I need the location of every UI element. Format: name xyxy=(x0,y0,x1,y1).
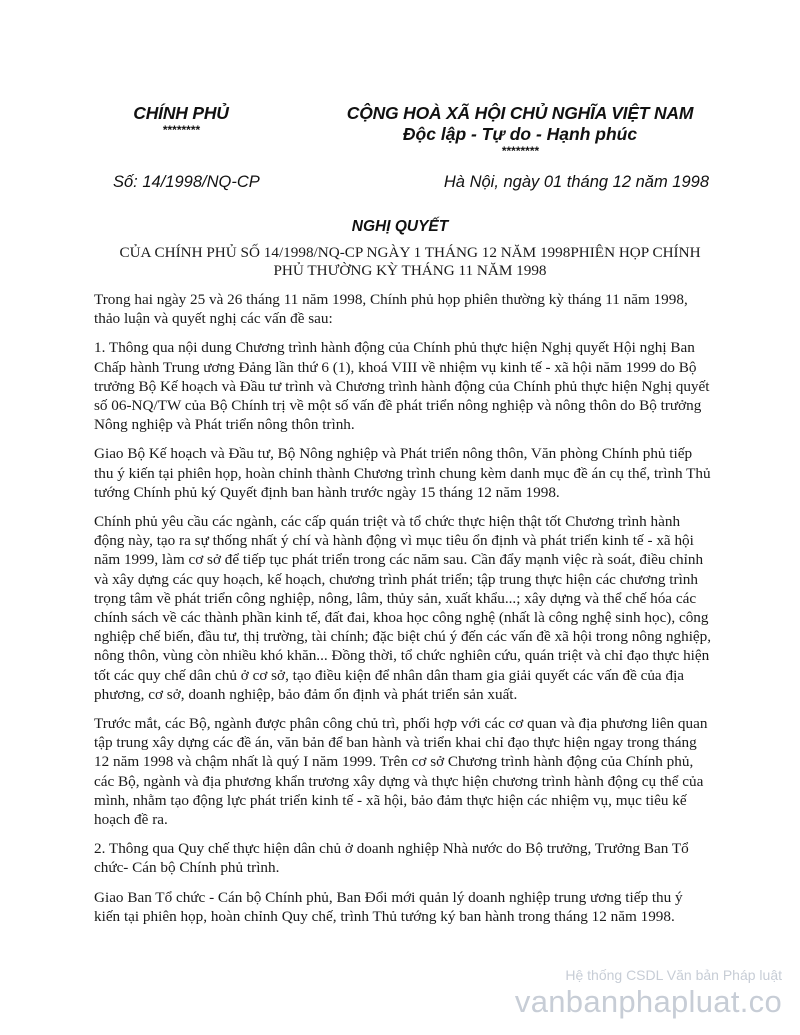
document-title: NGHỊ QUYẾT xyxy=(351,218,449,235)
document-number: Số: 14/1998/NQ-CP xyxy=(113,173,260,191)
body-paragraph: Giao Bộ Kế hoạch và Đầu tư, Bộ Nông nghiệp và Phát triển nông thôn, Văn phòng Chính phủ tiếp thu ý kiến tại phiên họp, hoàn chỉnh thành Chương trình chung kèm danh mục đề án cụ thể, trình Thủ tướng Chính phủ ký Quyết định ban hành trước ngày 15 tháng 12 năm 1998. xyxy=(94,445,711,501)
body-paragraph: Giao Ban Tổ chức - Cán bộ Chính phủ, Ban Đổi mới quản lý doanh nghiệp trung ương tiếp thu ý kiến tại phiên họp, hoàn chỉnh Quy chế, trình Thủ tướng ký ban hành trong tháng 12 năm 1998. xyxy=(94,888,683,925)
body-paragraph: Trước mắt, các Bộ, ngành được phân công chủ trì, phối hợp với các cơ quan và địa phương liên quan tập trung xây dựng các đề án, văn bản để ban hành và triển khai chỉ đạo thực hiện ngay trong tháng 12 năm 1998 và chậm nhất là quý I năm 1999. Trên cơ sở Chương trình hành động của Chính phủ, các Bộ, ngành và địa phương khẩn trương xây dựng và thực hiện chương trình hành động cụ thể của mình, nhằm tạo động lực phát triển kinh tế - xã hội, bảo đảm thực hiện các nhiệm vụ, mục tiêu kế hoạch đề ra. xyxy=(94,715,708,829)
body-paragraph: 1. Thông qua nội dung Chương trình hành động của Chính phủ thực hiện Nghị quyết Hội nghị Ban Chấp hành Trung ương Đảng lần thứ 6 (1), khoá VIII về nhiệm vụ kinh tế - xã hội năm 1999 do Bộ trưởng Bộ Kế hoạch và Đầu tư trình và Chương trình hành động của Chính phủ thực hiện Nghị quyết số 06-NQ/TW của Bộ Chính trị về một số vấn đề phát triển nông nghiệp và nông thôn do Bộ trưởng Nông nghiệp và Phát triển nông thôn trình. xyxy=(94,339,710,434)
issuer-block xyxy=(110,103,252,137)
body-paragraph: 2. Thông qua Quy chế thực hiện dân chủ ở doanh nghiệp Nhà nước do Bộ trưởng, Trưởng Ban Tổ chức- Cán bộ Chính phủ trình. xyxy=(94,840,689,877)
place-date: Hà Nội, ngày 01 tháng 12 năm 1998 xyxy=(443,173,709,191)
watermark-site: vanbanphapluat.co xyxy=(514,984,782,1019)
document-body xyxy=(94,290,712,936)
watermark-caption: Hệ thống CSDL Văn bản Pháp luật xyxy=(565,967,782,983)
document-subtitle: CỦA CHÍNH PHỦ SỐ 14/1998/NQ-CP NGÀY 1 THÁNG 12 NĂM 1998PHIÊN HỌP CHÍNH PHỦ THƯỜNG KỲ THÁNG 11 NĂM 1998 xyxy=(119,244,701,279)
nation-name: CỘNG HOÀ XÃ HỘI CHỦ NGHĨA VIỆT NAM xyxy=(346,103,694,123)
national-header xyxy=(320,103,720,158)
body-paragraph: Chính phủ yêu cầu các ngành, các cấp quán triệt và tổ chức thực hiện thật tốt Chương trình hành động này, tạo ra sự thống nhất ý chí và hành động vì mục tiêu ổn định và phát triển kinh tế - xã hội năm 1999, làm cơ sở để tiếp tục phát triển trong các năm sau. Cần đẩy mạnh việc rà soát, điều chỉnh và xây dựng các quy hoạch, kế hoạch, chương trình phát triển; tập trung thực hiện các chương trình trọng tâm về phát triển công nghiệp, nông, lâm, thủy sản, xuất khẩu...; xây dựng và thể chế hóa các chính sách về các thành phần kinh tế, đất đai, khoa học công nghệ (nhất là công nghệ sinh học), công nghiệp chế biến, đầu tư, thị trường, tài chính; đặc biệt chú ý đến các vấn đề xã hội trong nông nghiệp, nông thôn, vùng còn nhiều khó khăn... Đồng thời, tổ chức nghiên cứu, quán triệt và chỉ đạo thực hiện tốt các quy chế dân chủ ở cơ sở, tạo điều kiện để nhân dân tham gia giải quyết các vấn đề của địa phương, cơ sở, doanh nghiệp, bảo đảm ổn định và phát triển sản xuất. xyxy=(94,513,712,703)
body-paragraph: Trong hai ngày 25 và 26 tháng 11 năm 1998, Chính phủ họp phiên thường kỳ tháng 11 năm 1998, thảo luận và quyết nghị các vấn đề sau: xyxy=(94,291,688,328)
watermark xyxy=(515,966,782,1020)
national-motto: Độc lập - Tự do - Hạnh phúc xyxy=(402,124,638,144)
issuer-stars: ******** xyxy=(162,123,200,137)
motto-stars: ******** xyxy=(501,144,539,158)
issuer-name: CHÍNH PHỦ xyxy=(133,103,229,123)
